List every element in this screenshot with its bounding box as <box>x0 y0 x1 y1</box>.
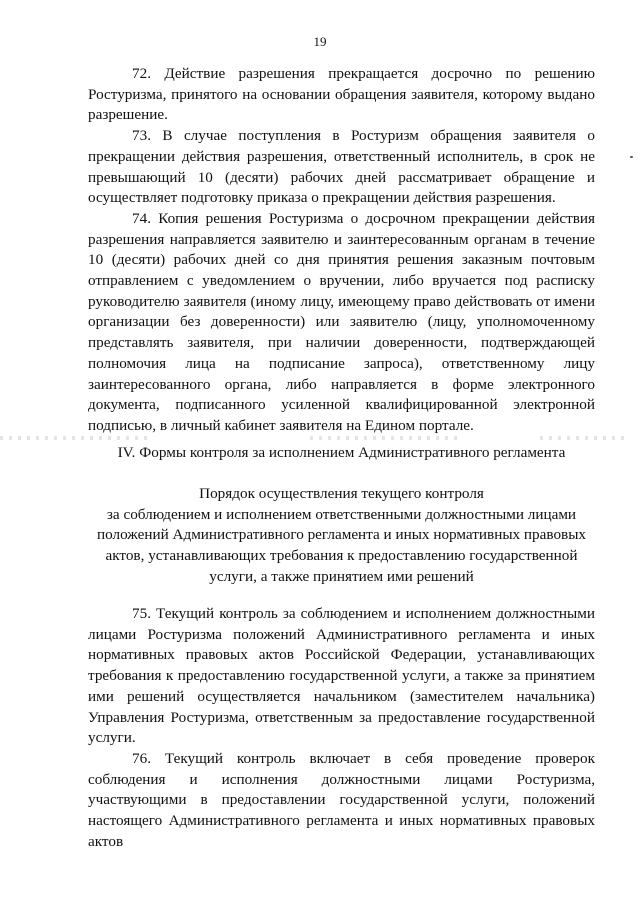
page-number: 19 <box>313 34 327 49</box>
paragraph-line: представлять заявителя, при наличии доверенности, подтверждающей <box>88 334 595 352</box>
scan-noise-middle <box>310 436 460 440</box>
body-text-bottom <box>88 604 595 852</box>
subsection-heading-line: услуги, а также принятием ими решений <box>209 567 474 585</box>
paragraph <box>88 209 595 437</box>
paragraph-line: услуги. <box>88 729 136 747</box>
paragraph-line: подписью, в личный кабинет заявителя на Едином портале. <box>88 416 474 434</box>
scan-dot <box>630 156 633 158</box>
paragraph-line: нормативных правовых актов Российской Федерации, устанавливающих <box>88 646 595 664</box>
section-heading: IV. Формы контроля за исполнением Административного регламента <box>117 444 566 461</box>
paragraph-line: документа, подписанного усиленной квалифицированной электронной <box>88 396 595 414</box>
paragraph-line: 72. Действие разрешения прекращается досрочно по решению <box>132 65 595 82</box>
paragraph-line: Административного регламента и иных нормативных правовых актов <box>88 812 595 850</box>
paragraph-line: превышающий 10 (десяти) рабочих дней рассматривает обращение и <box>88 168 595 186</box>
paragraph-line: разрешения направляется заявителю и заинтересованным органам в течение <box>88 230 595 248</box>
subsection-heading-line: актов, устанавливающих требования к предоставлению государственной <box>105 547 578 565</box>
paragraph-line: разрешение. <box>88 106 168 124</box>
paragraph-line: отправлением с уведомлением о вручении, либо вручается под расписку <box>88 272 595 290</box>
paragraph-line: полномочия лица на подписание запроса), ответственному лицу <box>88 354 595 372</box>
paragraph-line: 74. Копия решения Ростуризма о досрочном прекращении действия <box>132 209 595 227</box>
body-text-top <box>88 64 595 437</box>
subsection-heading-line: Порядок осуществления текущего контроля <box>199 485 484 502</box>
paragraph-line: организации без доверенности) или заявителю (лицу, уполномоченному <box>88 313 595 331</box>
scan-noise-right <box>540 436 630 440</box>
subsection-heading-line: за соблюдением и исполнением ответственными должностными лицами <box>106 505 577 523</box>
paragraph <box>88 749 595 853</box>
paragraph-line: прекращении действия разрешения, ответственный исполнитель, в срок не <box>88 147 595 165</box>
paragraph-line: в предоставлении государственной услуги, положений настоящего <box>88 791 595 830</box>
paragraph-line: 75. Текущий контроль за соблюдением и исполнением должностными <box>132 605 595 622</box>
paragraph-line: ими решений осуществляется начальником (заместителем начальника) <box>88 687 595 705</box>
paragraph-line: руководителю заявителя (иному лицу, имеющему право действовать от имени <box>88 292 595 310</box>
paragraph-line: Управления Ростуризма, ответственным за предоставление государственной <box>88 708 595 726</box>
subsection-heading <box>88 484 595 588</box>
paragraph <box>88 126 595 209</box>
paragraph-line: Ростуризма, принятого на основании обращения заявителя, которому выдано <box>88 85 595 103</box>
paragraph-line: осуществляет подготовку приказа о прекращении действия разрешения. <box>88 189 556 207</box>
paragraph-line: лицами Ростуризма положений Административного регламента и иных <box>88 625 595 643</box>
paragraph <box>88 604 595 749</box>
paragraph-line: требования к предоставлению государственной услуги, а также за принятием <box>88 667 595 685</box>
paragraph-line: соблюдения и исполнения должностными лицами Ростуризма, участвующими <box>88 770 595 809</box>
paragraph-line: 76. Текущий контроль включает в себя проведение проверок <box>132 749 595 767</box>
subsection-heading-line: положений Административного регламента и иных нормативных правовых <box>96 526 587 544</box>
paragraph-line: заинтересованного органа, либо направляется в форме электронного <box>88 375 595 393</box>
paragraph-line: 73. В случае поступления в Ростуризм обращения заявителя о <box>132 127 595 145</box>
paragraph <box>88 64 595 126</box>
paragraph-line: 10 (десяти) рабочих дней со дня принятия решения заказным почтовым <box>88 251 595 269</box>
scan-noise-left <box>0 436 150 440</box>
